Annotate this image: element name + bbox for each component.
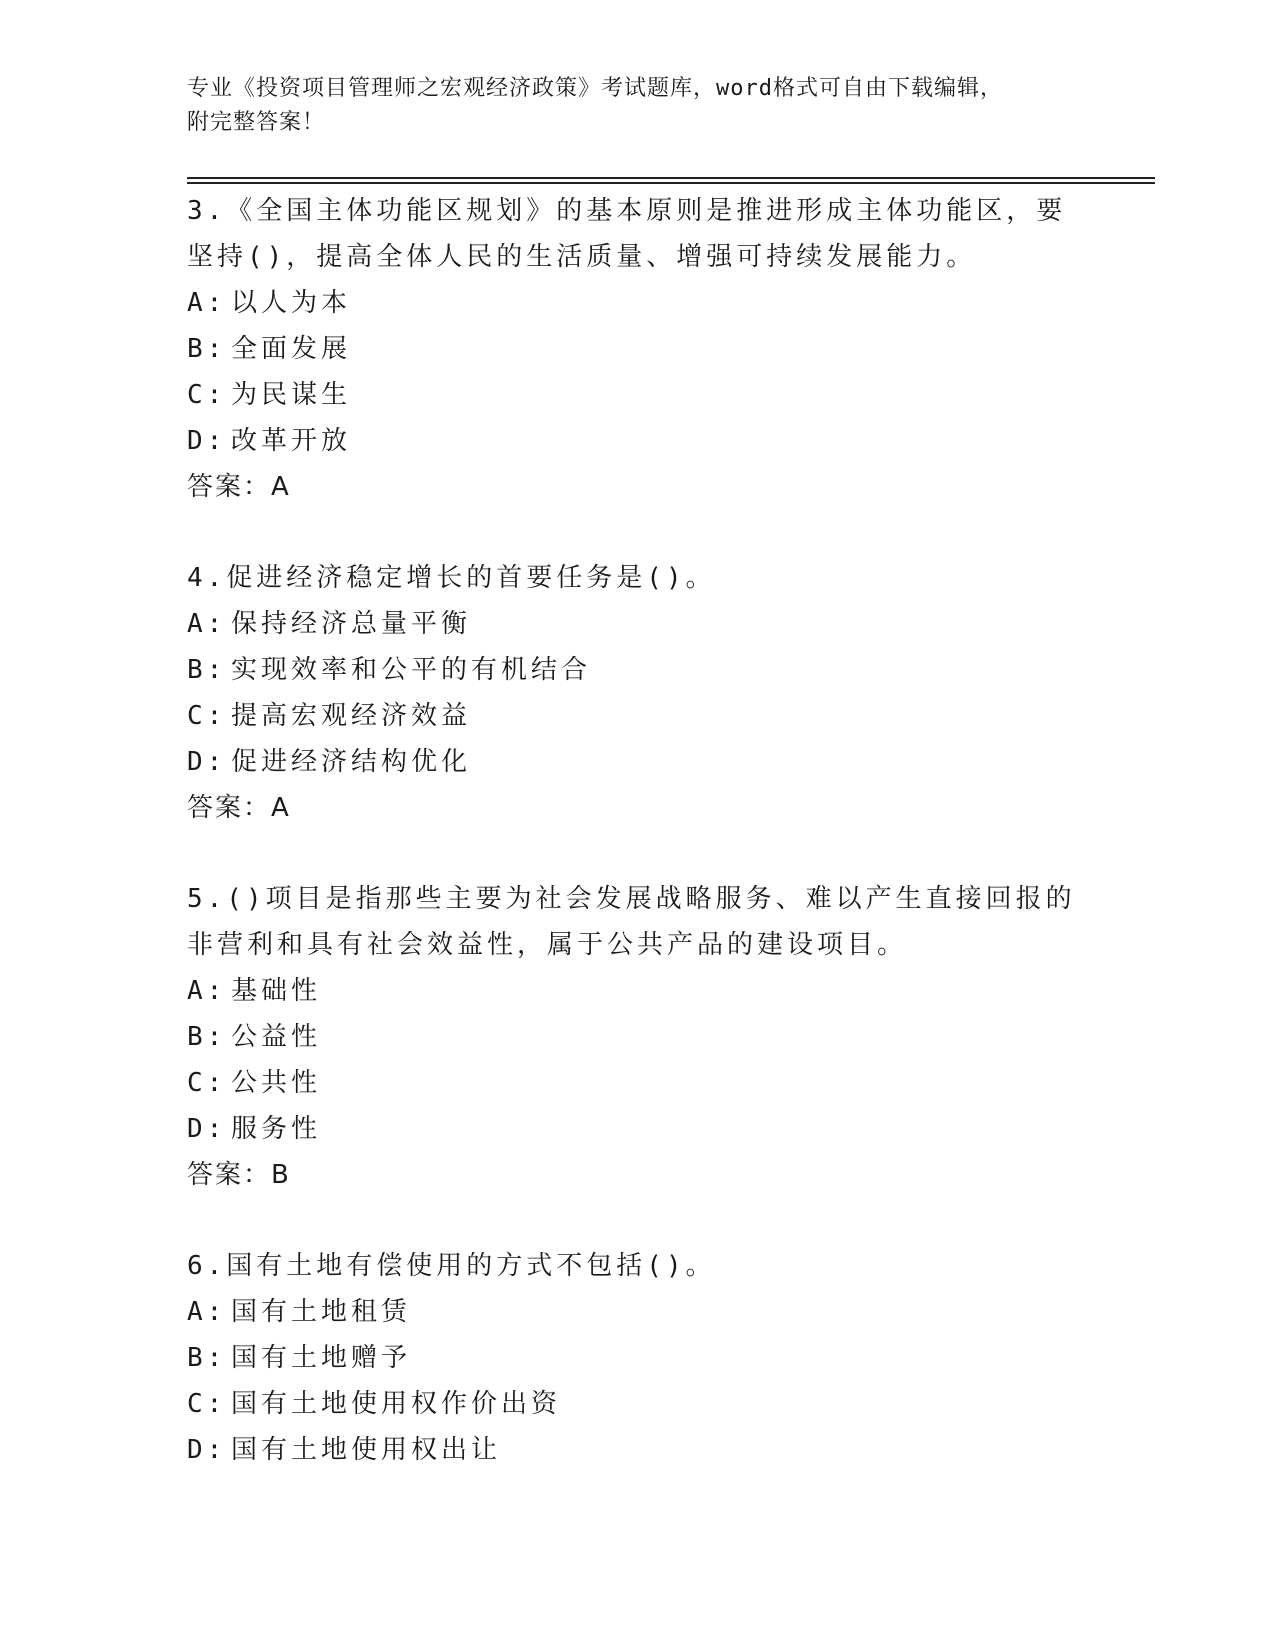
header-divider-top bbox=[187, 177, 1155, 179]
option-key: B: bbox=[187, 334, 227, 364]
option-key: D: bbox=[187, 1114, 227, 1144]
option-d bbox=[187, 418, 1087, 464]
option-b bbox=[187, 1335, 1087, 1381]
option-text: 公益性 bbox=[231, 1022, 322, 1052]
option-key: C: bbox=[187, 380, 227, 410]
answer-line: 答案：A bbox=[187, 472, 291, 502]
answer-line: 答案：B bbox=[187, 1160, 291, 1190]
question-list bbox=[187, 188, 1087, 1518]
option-a bbox=[187, 280, 1087, 326]
option-key: A: bbox=[187, 1297, 227, 1327]
option-text: 公共性 bbox=[231, 1068, 322, 1098]
option-key: C: bbox=[187, 1068, 227, 1098]
option-key: A: bbox=[187, 609, 227, 639]
option-a bbox=[187, 1289, 1087, 1335]
question-stem: 4.促进经济稳定增长的首要任务是()。 bbox=[187, 563, 716, 593]
option-key: B: bbox=[187, 655, 227, 685]
question-3 bbox=[187, 188, 1087, 510]
question-stem: 3.《全国主体功能区规划》的基本原则是推进形成主体功能区，要坚持()，提高全体人民的生活质量、增强可持续发展能力。 bbox=[187, 196, 1067, 272]
option-text: 改革开放 bbox=[231, 426, 352, 456]
document-header bbox=[187, 72, 1067, 140]
option-c bbox=[187, 372, 1087, 418]
option-text: 促进经济结构优化 bbox=[231, 747, 472, 777]
option-key: B: bbox=[187, 1343, 227, 1373]
option-c bbox=[187, 1381, 1087, 1427]
option-text: 全面发展 bbox=[231, 334, 352, 364]
option-key: C: bbox=[187, 1389, 227, 1419]
option-key: B: bbox=[187, 1022, 227, 1052]
option-text: 基础性 bbox=[231, 976, 322, 1006]
option-d bbox=[187, 739, 1087, 785]
answer-line: 答案：A bbox=[187, 793, 291, 823]
question-stem: 6.国有土地有偿使用的方式不包括()。 bbox=[187, 1251, 716, 1281]
option-c bbox=[187, 693, 1087, 739]
option-text: 国有土地租赁 bbox=[231, 1297, 412, 1327]
header-divider-bottom bbox=[187, 182, 1155, 184]
option-key: A: bbox=[187, 976, 227, 1006]
option-c bbox=[187, 1060, 1087, 1106]
option-key: A: bbox=[187, 288, 227, 318]
option-b bbox=[187, 1014, 1087, 1060]
option-d bbox=[187, 1106, 1087, 1152]
question-6 bbox=[187, 1243, 1087, 1473]
question-stem: 5.()项目是指那些主要为社会发展战略服务、难以产生直接回报的非营利和具有社会效益性，属于公共产品的建设项目。 bbox=[187, 884, 1076, 960]
option-text: 提高宏观经济效益 bbox=[231, 701, 472, 731]
option-text: 以人为本 bbox=[231, 288, 352, 318]
option-key: D: bbox=[187, 426, 227, 456]
header-line-2: 附完整答案！ bbox=[187, 110, 326, 135]
question-5 bbox=[187, 876, 1087, 1198]
option-b bbox=[187, 326, 1087, 372]
option-text: 服务性 bbox=[231, 1114, 322, 1144]
option-b bbox=[187, 647, 1087, 693]
option-a bbox=[187, 601, 1087, 647]
option-text: 保持经济总量平衡 bbox=[231, 609, 472, 639]
option-key: C: bbox=[187, 701, 227, 731]
option-key: D: bbox=[187, 1435, 227, 1465]
option-text: 国有土地赠予 bbox=[231, 1343, 412, 1373]
option-text: 国有土地使用权作价出资 bbox=[231, 1389, 562, 1419]
question-4 bbox=[187, 555, 1087, 831]
option-a bbox=[187, 968, 1087, 1014]
option-text: 国有土地使用权出让 bbox=[231, 1435, 502, 1465]
option-key: D: bbox=[187, 747, 227, 777]
option-text: 为民谋生 bbox=[231, 380, 352, 410]
option-text: 实现效率和公平的有机结合 bbox=[231, 655, 592, 685]
header-line-1: 专业《投资项目管理师之宏观经济政策》考试题库，word格式可自由下载编辑， bbox=[187, 76, 1003, 101]
option-d bbox=[187, 1427, 1087, 1473]
